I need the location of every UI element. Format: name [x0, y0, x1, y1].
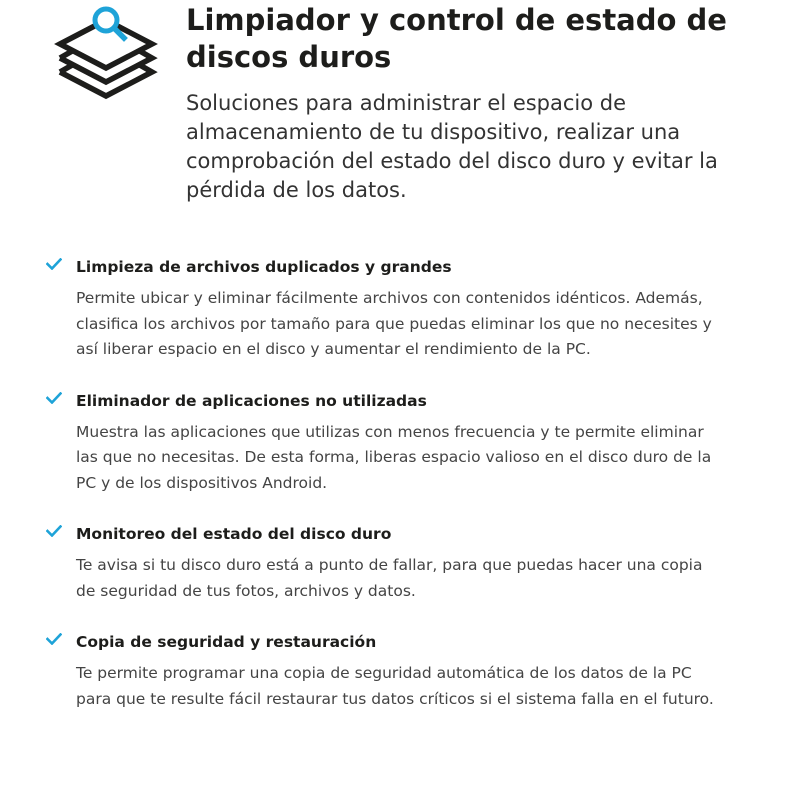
feature-title: Eliminador de aplicaciones no utilizadas: [76, 391, 427, 410]
page-title: Limpiador y control de estado de discos duros: [186, 3, 727, 74]
feature-description: Muestra las aplicaciones que utilizas con menos frecuencia y te permite eliminar las que no necesitas. De esta forma, liberas espacio valioso en el disco duro de la PC y de los dispositivos Android.: [76, 422, 712, 492]
feature-item-duplicate-files: [0, 252, 716, 363]
feature-item-backup-restore: [0, 627, 716, 712]
feature-item-unused-apps: [0, 386, 716, 497]
checkmark-icon: [46, 633, 62, 645]
layered-disks-search-icon: [54, 2, 158, 102]
feature-title: Limpieza de archivos duplicados y grandes: [76, 258, 452, 276]
feature-description: Permite ubicar y eliminar fácilmente archivos con contenidos idénticos. Además, clasifica los archivos por tamaño para que puedas eliminar los que no necesites y así liberar espacio en el disco y aumentar el rendimiento de la PC.: [76, 289, 712, 358]
feature-item-disk-health: [0, 519, 716, 604]
feature-title: Copia de seguridad y restauración: [76, 633, 377, 651]
page-subtitle: Soluciones para administrar el espacio de almacenamiento de tu dispositivo, realizar una comprobación del estado del disco duro y evitar la pérdida de los datos.: [186, 91, 718, 202]
checkmark-icon: [46, 258, 62, 270]
feature-description: Te avisa si tu disco duro está a punto de fallar, para que puedas hacer una copia de seguridad de tus fotos, archivos y datos.: [76, 556, 703, 600]
feature-list: [0, 252, 796, 712]
feature-description: Te permite programar una copia de seguridad automática de los datos de la PC para que te resulte fácil restaurar tus datos críticos si el sistema falla en el futuro.: [76, 664, 714, 708]
checkmark-icon: [46, 525, 62, 537]
feature-title: Monitoreo del estado del disco duro: [76, 525, 392, 543]
checkmark-icon: [46, 392, 62, 404]
